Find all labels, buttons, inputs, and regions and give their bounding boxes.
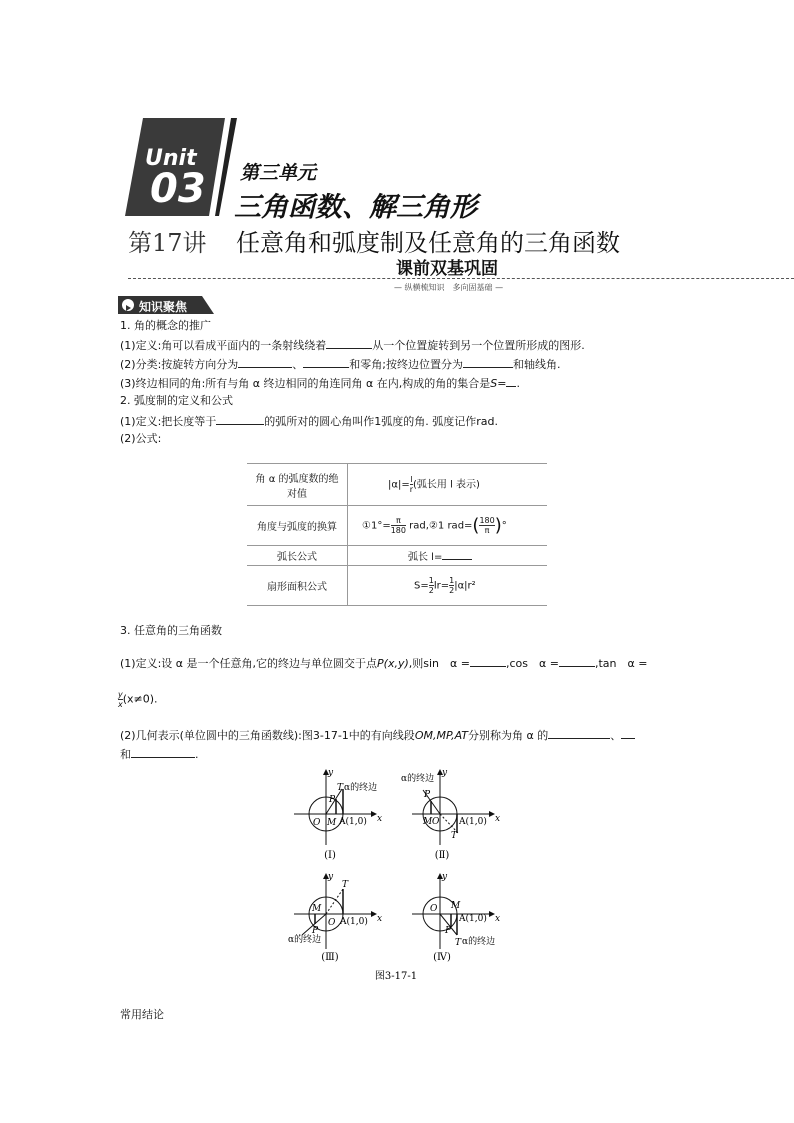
figure-quadrant-3 — [288, 872, 382, 963]
unit-word: Unit — [145, 146, 197, 171]
figure-caption-3: (Ⅲ) — [321, 952, 339, 963]
fraction — [479, 516, 494, 535]
text-seg: 和 — [120, 748, 131, 761]
fraction — [391, 516, 406, 535]
text-seg: . — [195, 748, 199, 761]
line-tan-value — [118, 690, 158, 709]
m-label: M — [423, 817, 433, 827]
paren-left: ( — [472, 515, 480, 536]
p-label: P — [329, 795, 336, 805]
frac-den: x — [118, 700, 123, 709]
frac-den: 2 — [449, 586, 455, 595]
text-seg: (2)几何表示(单位圆中的三角函数线):图3-17-1中的有向线段 — [120, 729, 415, 742]
m-label: M — [451, 901, 461, 911]
text-seg: (3)终边相同的角:所有与角 α 终边相同的角连同角 α 在内,构成的角的集合是 — [120, 377, 491, 390]
terminal-side-label: α的终边 — [288, 935, 322, 945]
table-cell-formula — [348, 546, 548, 566]
line-coterminal — [120, 375, 520, 391]
blank-radius — [216, 413, 264, 425]
frac-den: r — [409, 485, 414, 494]
t-label: T — [455, 938, 462, 948]
a-label: A(1,0) — [459, 817, 487, 827]
paren-right: ) — [494, 515, 502, 536]
text-seg: . — [516, 377, 520, 390]
frac-num: y — [118, 690, 123, 699]
frac-den: 2 — [428, 586, 434, 595]
table-cell-formula — [348, 464, 548, 506]
text-seg: OM,MP,AT — [414, 729, 469, 742]
section-subtitle: — 纵横梳知识 多向固基础 — — [394, 283, 504, 292]
text-seg: 从一个位置旋转到另一个位置所形成的图形. — [372, 339, 585, 352]
origin-label: O — [432, 817, 440, 827]
heading-common-conclusions: 常用结论 — [120, 1008, 164, 1021]
blank-negative-angle — [303, 356, 349, 368]
unit-circle-figures — [280, 765, 530, 985]
figure-quadrant-2 — [401, 768, 500, 861]
text-seg: (x≠0). — [122, 692, 158, 706]
unit-label: 第三单元 — [240, 162, 317, 184]
text-seg: ①1°= — [362, 520, 391, 532]
figure-caption-1: (Ⅰ) — [324, 850, 336, 861]
text-seg: |α|= — [388, 479, 410, 491]
heading-angle-generalization: 1. 角的概念的推广 — [120, 319, 211, 332]
text-seg: 的弧所对的圆心角叫作1弧度的角. 弧度记作rad. — [264, 415, 499, 428]
figure-quadrant-4 — [412, 872, 500, 963]
text-seg: 、 — [292, 358, 304, 371]
t-label: T — [342, 880, 349, 890]
section-title: 课前双基巩固 — [396, 259, 498, 279]
table-cell-label: 弧长公式 — [247, 546, 348, 566]
axis-x-label: x — [377, 914, 383, 924]
text-seg: S= — [414, 580, 429, 592]
text-seg: 和轴线角. — [513, 358, 561, 371]
heading-trig-functions: 3. 任意角的三角函数 — [120, 624, 222, 637]
frac-num: 1 — [428, 576, 434, 585]
p-label: P — [424, 790, 431, 800]
lecture-title: 任意角和弧度制及任意角的三角函数 — [236, 229, 620, 257]
line-trig-lines — [120, 727, 635, 743]
p-label: P — [445, 926, 452, 936]
text-seg: 、 — [610, 729, 622, 742]
text-seg: S= — [490, 377, 507, 390]
blank-endpoint — [326, 337, 372, 349]
frac-num: 180 — [479, 516, 495, 525]
text-seg: |α|r² — [454, 580, 476, 592]
unit-number: 03 — [150, 166, 206, 212]
frac-num: l — [410, 475, 413, 484]
axis-y-label: y — [328, 872, 334, 882]
table-cell-formula — [348, 506, 548, 546]
text-seg: ,则sin α = — [408, 657, 470, 670]
blank-positive-angle — [238, 356, 292, 368]
lecture-number: 第17讲 — [128, 229, 207, 257]
line-trig-definition — [120, 655, 647, 671]
text-seg: rad,②1 rad= — [406, 520, 473, 532]
blank-arc-length — [442, 548, 472, 560]
axis-x-label: x — [495, 914, 501, 924]
table-row — [247, 464, 547, 506]
origin-label: O — [430, 904, 438, 914]
axis-x-label: x — [377, 814, 383, 824]
figure-caption-4: (Ⅳ) — [433, 952, 451, 963]
text-seg: (2)分类:按旋转方向分为 — [120, 358, 239, 371]
m-label: M — [312, 904, 322, 914]
table-cell-label: 扇形面积公式 — [247, 566, 348, 606]
text-seg: ,tan α = — [594, 657, 648, 670]
text-seg: 和零角;按终边位置分为 — [349, 358, 464, 371]
blank-cosine-line — [621, 727, 635, 739]
figure-quadrant-1 — [294, 768, 382, 861]
table-row — [247, 546, 547, 566]
origin-label: O — [328, 918, 336, 928]
badge-label: 知识聚焦 — [139, 300, 188, 314]
formula-table — [247, 463, 547, 606]
terminal-side-label: α的终边 — [344, 783, 378, 793]
text-seg: 弧长 l= — [408, 552, 443, 563]
line-classification — [120, 356, 561, 372]
terminal-side-label: α的终边 — [462, 937, 496, 947]
blank-cos — [559, 655, 595, 667]
terminal-side-label: α的终边 — [401, 774, 435, 784]
t-label: T — [337, 783, 344, 793]
blank-set — [506, 375, 516, 387]
table-cell-formula — [348, 566, 548, 606]
frac-num: π — [391, 516, 406, 526]
axis-x-label: x — [495, 814, 501, 824]
text-seg: P(x,y) — [377, 657, 409, 670]
blank-quadrant-angle — [463, 356, 513, 368]
figure-caption: 图3-17-1 — [374, 971, 418, 982]
table-row — [247, 506, 547, 546]
text-seg: ° — [501, 520, 507, 532]
table-cell-label: 角 α 的弧度数的绝对值 — [247, 464, 348, 506]
a-label: A(1,0) — [339, 817, 367, 827]
badge-play-icon — [122, 299, 134, 311]
line-radian-definition — [120, 413, 498, 429]
origin-label: O — [313, 818, 321, 828]
line-trig-lines-cont — [120, 746, 199, 762]
frac-num: 1 — [449, 576, 455, 585]
text-seg: (1)定义:设 α 是一个任意角,它的终边与单位圆交于点 — [120, 657, 378, 670]
m-label: M — [327, 818, 337, 828]
frac-den: 180 — [390, 526, 406, 535]
table-cell-label: 角度与弧度的换算 — [247, 506, 348, 546]
blank-sine-line — [548, 727, 610, 739]
heading-radian: 2. 弧度制的定义和公式 — [120, 394, 233, 407]
table-row — [247, 566, 547, 606]
header-rule — [128, 278, 794, 279]
blank-sin — [470, 655, 506, 667]
text-seg: lr= — [433, 580, 450, 592]
blank-tangent-line — [131, 746, 195, 758]
line-formula-heading: (2)公式: — [120, 432, 162, 445]
text-seg: ,cos α = — [506, 657, 559, 670]
frac-den: π — [484, 526, 490, 535]
text-seg: (弧长用 l 表示) — [413, 479, 480, 491]
text-seg: (1)定义:角可以看成平面内的一条射线绕着 — [120, 339, 327, 352]
t-label: T — [451, 831, 458, 841]
text-seg: (1)定义:把长度等于 — [120, 415, 217, 428]
p-label: P — [312, 926, 319, 936]
axis-y-label: y — [328, 768, 334, 778]
line-definition — [120, 337, 585, 353]
figure-caption-2: (Ⅱ) — [434, 850, 450, 861]
axis-y-label: y — [442, 768, 448, 778]
unit-title: 三角函数、解三角形 — [234, 192, 477, 223]
axis-y-label: y — [442, 872, 448, 882]
text-seg: 分别称为角 α 的 — [468, 729, 549, 742]
a-label: A(1,0) — [459, 914, 487, 924]
a-label: A(1,0) — [340, 917, 368, 927]
